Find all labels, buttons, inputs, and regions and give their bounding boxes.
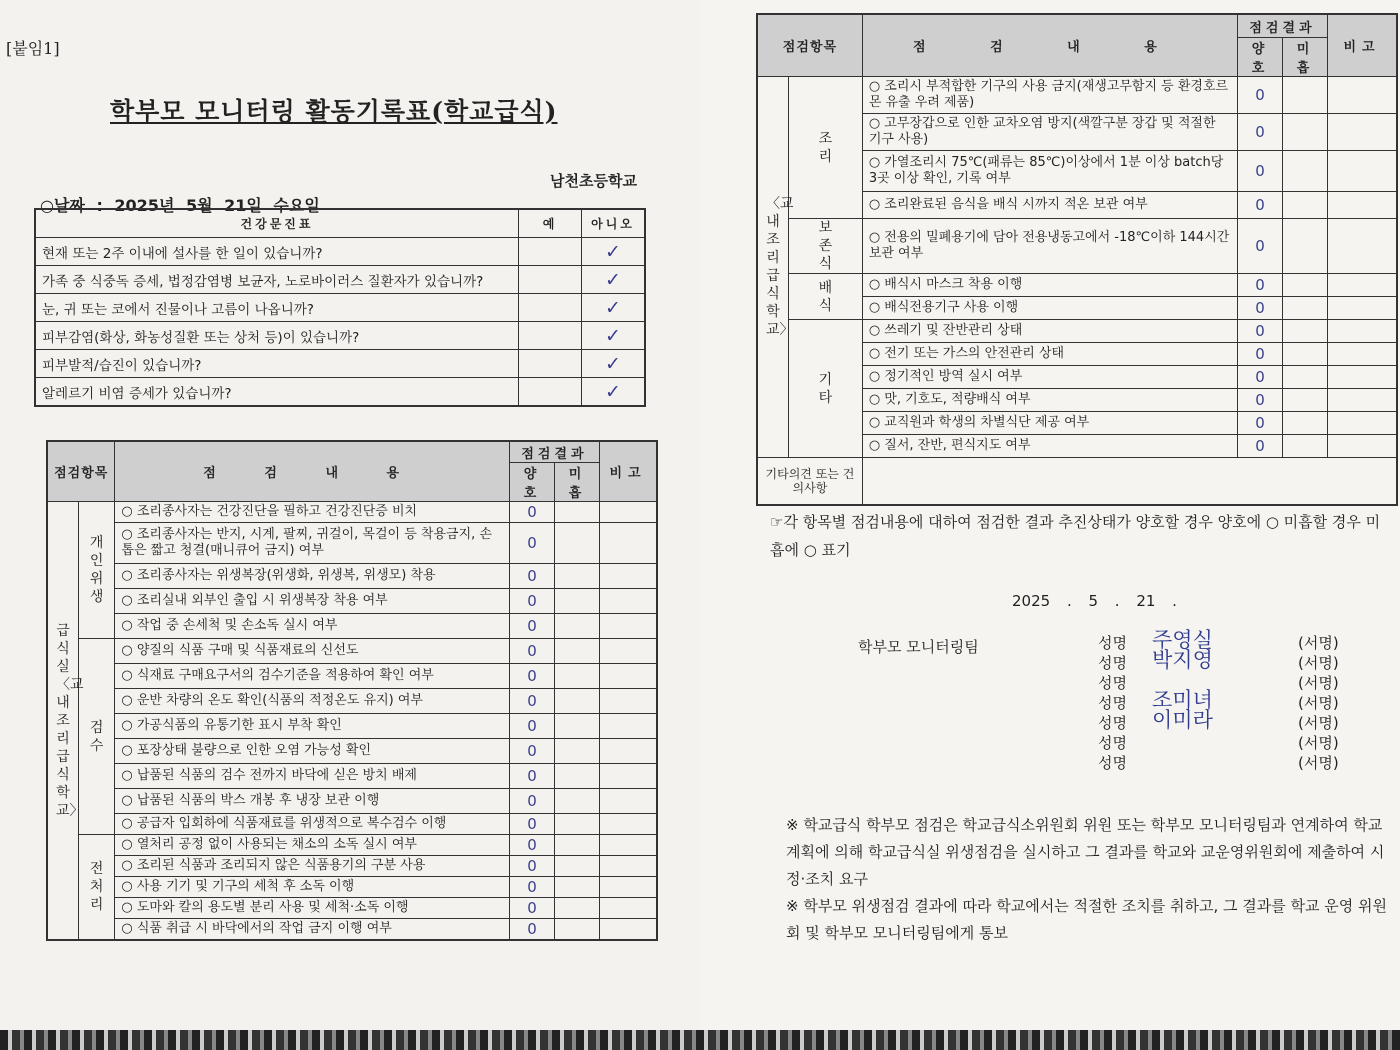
health-question: 알레르기 비염 증세가 있습니까? <box>35 378 519 407</box>
poor-cell <box>555 664 600 689</box>
table-row <box>35 294 645 322</box>
signature-label: 성명 <box>1098 734 1127 752</box>
good-header: 양호 <box>1238 38 1283 77</box>
note-cell <box>1328 389 1398 412</box>
inspection-item: ○ 운반 차량의 온도 확인(식품의 적정온도 유지) 여부 <box>115 689 510 714</box>
good-mark: 0 <box>1238 412 1283 435</box>
notes-section <box>786 812 1396 947</box>
signature-seal-label: (서명) <box>1298 694 1339 712</box>
table-row <box>47 714 657 739</box>
poor-cell <box>555 898 600 919</box>
good-mark: 0 <box>1238 389 1283 412</box>
health-question: 피부감염(화상, 화농성질환 또는 상처 등)이 있습니까? <box>35 322 519 350</box>
table-row <box>35 350 645 378</box>
good-mark: 0 <box>510 739 555 764</box>
opinion-label: 기타의견 또는 건의사항 <box>757 458 862 506</box>
inspection-item: ○ 공급자 입회하에 식품재료를 위생적으로 복수검수 이행 <box>115 814 510 835</box>
yes-cell <box>519 266 582 294</box>
poor-cell <box>1283 77 1328 114</box>
signature-seal-label: (서명) <box>1298 634 1339 652</box>
note-2: ※ 학부모 위생점검 결과에 따라 학교에서는 적절한 조치를 취하고, 그 결과를 학교 운영 위원회 및 학부모 모니터링팀에게 통보 <box>786 897 1387 942</box>
yes-cell <box>519 378 582 407</box>
good-mark: 0 <box>510 523 555 564</box>
table-row <box>47 564 657 589</box>
poor-cell <box>555 919 600 941</box>
good-mark: 0 <box>510 877 555 898</box>
table-row <box>757 320 1397 343</box>
signature-seal-label: (서명) <box>1298 714 1339 732</box>
inspection-item: ○ 배식시 마스크 착용 이행 <box>862 274 1237 297</box>
outer-category-label <box>47 502 84 941</box>
poor-cell <box>555 614 600 639</box>
opinion-field <box>862 458 1397 506</box>
good-mark: 0 <box>1238 343 1283 366</box>
good-mark: 0 <box>1238 274 1283 297</box>
note-cell <box>600 814 658 835</box>
poor-cell <box>1283 219 1328 274</box>
poor-cell <box>555 714 600 739</box>
health-question: 현재 또는 2주 이내에 설사를 한 일이 있습니까? <box>35 238 519 266</box>
group-label <box>789 219 863 274</box>
outer-category-text: 급식실 〈교내조리 급식학교〉 <box>56 622 84 819</box>
table-row <box>757 219 1397 274</box>
good-mark: 0 <box>510 664 555 689</box>
inspection-item: ○ 질서, 잔반, 편식지도 여부 <box>862 435 1237 458</box>
group-label <box>789 320 863 458</box>
inspection-item: ○ 조리된 식품과 조리되지 않은 식품용기의 구분 사용 <box>115 856 510 877</box>
poor-cell <box>1283 151 1328 192</box>
poor-cell <box>1283 297 1328 320</box>
signature-seal-label: (서명) <box>1298 674 1339 692</box>
no-check-mark: ✓ <box>582 378 646 407</box>
poor-cell <box>1283 320 1328 343</box>
health-question: 가족 중 식중독 증세, 법정감염병 보균자, 노로바이러스 질환자가 있습니까? <box>35 266 519 294</box>
note-cell <box>1328 114 1398 151</box>
table-row <box>47 789 657 814</box>
good-mark: 0 <box>510 919 555 941</box>
inspection-item: ○ 가공식품의 유통기한 표시 부착 확인 <box>115 714 510 739</box>
group-label-text: 기타 <box>818 371 833 406</box>
inspection-date: ○날짜 : 2025년 5월 21일 수요일 <box>40 196 320 215</box>
inspection-item: ○ 조리시 부적합한 기구의 사용 금지(재생고무함지 등 환경호르몬 유출 우려 제품) <box>862 77 1237 114</box>
inspection-item: ○ 도마와 칼의 용도별 분리 사용 및 세척·소독 이행 <box>115 898 510 919</box>
inspection-item: ○ 고무장갑으로 인한 교차오염 방지(색깔구분 장갑 및 적절한 기구 사용) <box>862 114 1237 151</box>
inspection-item: ○ 포장상태 불량으로 인한 오염 가능성 확인 <box>115 739 510 764</box>
table-row <box>47 877 657 898</box>
note-cell <box>1328 320 1398 343</box>
note-cell <box>600 502 658 523</box>
signature-label: 성명 <box>1098 654 1127 672</box>
poor-header: 미흡 <box>1283 38 1328 77</box>
good-mark: 0 <box>1238 320 1283 343</box>
note-cell <box>1328 274 1398 297</box>
table-row <box>47 739 657 764</box>
poor-cell <box>555 589 600 614</box>
inspection-item: ○ 열처리 공정 없이 사용되는 채소의 소독 실시 여부 <box>115 835 510 856</box>
inspection-item: ○ 작업 중 손세척 및 손소독 실시 여부 <box>115 614 510 639</box>
result-header: 점검결과 <box>510 441 600 463</box>
good-mark: 0 <box>510 614 555 639</box>
poor-cell <box>555 689 600 714</box>
document-title: 학부모 모니터링 활동기록표(학교급식) <box>110 97 558 126</box>
category-header: 점검항목 <box>757 14 862 77</box>
note-cell <box>600 877 658 898</box>
good-mark: 0 <box>510 898 555 919</box>
good-mark: 0 <box>510 564 555 589</box>
inspection-item: ○ 조리종사자는 건강진단을 필하고 건강진단증 비치 <box>115 502 510 523</box>
table-row <box>757 274 1397 297</box>
good-mark: 0 <box>510 856 555 877</box>
table-row <box>47 523 657 564</box>
group-label-text: 개인위생 <box>89 535 104 605</box>
poor-cell <box>555 764 600 789</box>
note-cell <box>1328 219 1398 274</box>
yes-cell <box>519 238 582 266</box>
signature-label: 성명 <box>1098 634 1127 652</box>
inspection-item: ○ 조리실내 외부인 출입 시 위생복장 착용 여부 <box>115 589 510 614</box>
signature-seal-label: (서명) <box>1298 654 1339 672</box>
inspection-item: ○ 맛, 기호도, 적량배식 여부 <box>862 389 1237 412</box>
group-label-text: 조리 <box>818 130 833 165</box>
poor-cell <box>555 564 600 589</box>
note-cell <box>600 835 658 856</box>
note-cell <box>600 564 658 589</box>
inspection-item: ○ 가열조리시 75℃(패류는 85℃)이상에서 1분 이상 batch당 3곳 이상 확인, 기록 여부 <box>862 151 1237 192</box>
signature-seal-label: (서명) <box>1298 754 1339 772</box>
good-mark: 0 <box>1238 77 1283 114</box>
good-mark: 0 <box>510 639 555 664</box>
poor-cell <box>555 877 600 898</box>
note-cell <box>600 714 658 739</box>
group-label <box>789 77 863 219</box>
inspection-item: ○ 배식전용기구 사용 이행 <box>862 297 1237 320</box>
outer-category-text: 〈교내조리 급식학교〉 <box>766 196 794 338</box>
group-label-text: 검수 <box>89 719 104 754</box>
table-row <box>47 614 657 639</box>
group-label <box>79 835 115 941</box>
col-yes: 예 <box>519 209 582 238</box>
note-cell <box>1328 412 1398 435</box>
inspection-item: ○ 식품 취급 시 바닥에서의 작업 금지 이행 여부 <box>115 919 510 941</box>
signature-seal-label: (서명) <box>1298 734 1339 752</box>
note-header: 비고 <box>600 441 658 502</box>
table-row <box>47 814 657 835</box>
good-mark: 0 <box>510 764 555 789</box>
note-cell <box>600 664 658 689</box>
poor-cell <box>555 814 600 835</box>
poor-cell <box>1283 412 1328 435</box>
health-question: 눈, 귀 또는 코에서 진물이나 고름이 나옵니까? <box>35 294 519 322</box>
poor-cell <box>555 739 600 764</box>
health-question: 피부발적/습진이 있습니까? <box>35 350 519 378</box>
category-header: 점검항목 <box>47 441 115 502</box>
good-header: 양호 <box>510 463 555 502</box>
marking-instructions: ☞각 항목별 점검내용에 대하여 점검한 결과 추진상태가 양호할 경우 양호에 ○ 미흡할 경우 미흡에 ○ 표기 <box>770 513 1381 559</box>
school-name: 남천초등학교 <box>550 172 637 190</box>
note-cell <box>600 739 658 764</box>
signature-name: 주영실 <box>1152 628 1213 652</box>
no-check-mark: ✓ <box>582 294 646 322</box>
inspection-item: ○ 조리종사자는 위생복장(위생화, 위생복, 위생모) 착용 <box>115 564 510 589</box>
result-header: 점검결과 <box>1238 14 1328 38</box>
left-inspection-table <box>46 440 658 941</box>
inspection-item: ○ 양질의 식품 구매 및 식품재료의 신선도 <box>115 639 510 664</box>
table-row <box>47 639 657 664</box>
poor-cell <box>555 789 600 814</box>
table-row <box>47 898 657 919</box>
note-1: ※ 학교급식 학부모 점검은 학교급식소위원회 위원 또는 학부모 모니터링팀과 연계하여 학교계획에 의해 학교급식실 위생점검을 실시하고 그 결과를 학교와 교운영위원회에 제출하여 시정·조치 요구 <box>786 816 1385 888</box>
signature-label: 성명 <box>1098 754 1127 772</box>
good-mark: 0 <box>510 714 555 739</box>
yes-cell <box>519 294 582 322</box>
poor-cell <box>1283 114 1328 151</box>
good-mark: 0 <box>510 689 555 714</box>
outer-category-label <box>757 77 794 458</box>
table-row <box>47 835 657 856</box>
good-mark: 0 <box>1238 297 1283 320</box>
note-cell <box>1328 366 1398 389</box>
inspection-item: ○ 식재료 구매요구서의 검수기준을 적용하여 확인 여부 <box>115 664 510 689</box>
note-cell <box>1328 77 1398 114</box>
group-label <box>79 639 115 835</box>
no-check-mark: ✓ <box>582 322 646 350</box>
table-row <box>47 856 657 877</box>
note-cell <box>600 789 658 814</box>
good-mark: 0 <box>510 789 555 814</box>
good-mark: 0 <box>1238 192 1283 219</box>
poor-cell <box>555 639 600 664</box>
health-header: 건강문진표 <box>35 209 519 238</box>
health-questionnaire-table <box>34 208 646 407</box>
attachment-label: [붙임1] <box>6 39 60 58</box>
poor-cell <box>1283 366 1328 389</box>
poor-cell <box>1283 192 1328 219</box>
inspection-item: ○ 쓰레기 및 잔반관리 상태 <box>862 320 1237 343</box>
group-label <box>79 502 115 639</box>
poor-cell <box>555 502 600 523</box>
inspection-item: ○ 조리종사자는 반지, 시계, 팔찌, 귀걸이, 목걸이 등 착용금지, 손톱은 짧고 청결(매니큐어 금지) 여부 <box>115 523 510 564</box>
table-row <box>35 378 645 407</box>
good-mark: 0 <box>1238 435 1283 458</box>
note-cell <box>600 898 658 919</box>
good-mark: 0 <box>1238 366 1283 389</box>
poor-cell <box>1283 343 1328 366</box>
table-row <box>47 589 657 614</box>
poor-cell <box>555 835 600 856</box>
group-label-text: 배식 <box>818 279 833 314</box>
note-cell <box>1328 435 1398 458</box>
signature-label: 성명 <box>1098 714 1127 732</box>
no-check-mark: ✓ <box>582 238 646 266</box>
inspection-item: ○ 납품된 식품의 검수 전까지 바닥에 싣은 방치 배제 <box>115 764 510 789</box>
good-mark: 0 <box>510 814 555 835</box>
inspection-item: ○ 교직원과 학생의 차별식단 제공 여부 <box>862 412 1237 435</box>
yes-cell <box>519 322 582 350</box>
inspection-item: ○ 납품된 식품의 박스 개봉 후 냉장 보관 이행 <box>115 789 510 814</box>
signature-name: 이미라 <box>1152 708 1213 732</box>
no-check-mark: ✓ <box>582 266 646 294</box>
poor-cell <box>555 523 600 564</box>
poor-cell <box>1283 435 1328 458</box>
background-fabric <box>0 1030 1400 1050</box>
note-cell <box>1328 297 1398 320</box>
group-label-text: 전처리 <box>89 861 104 913</box>
poor-cell <box>1283 274 1328 297</box>
signature-date: 2025 . 5 . 21 . <box>1012 592 1177 610</box>
table-row <box>47 689 657 714</box>
note-cell <box>600 919 658 941</box>
note-cell <box>600 523 658 564</box>
note-header: 비고 <box>1328 14 1398 77</box>
inspection-item: ○ 조리완료된 음식을 배식 시까지 적온 보관 여부 <box>862 192 1237 219</box>
poor-cell <box>1283 389 1328 412</box>
poor-header: 미흡 <box>555 463 600 502</box>
content-header: 점 검 내 용 <box>862 14 1237 77</box>
inspection-item: ○ 사용 기기 및 기구의 세척 후 소독 이행 <box>115 877 510 898</box>
table-row <box>47 502 657 523</box>
note-cell <box>600 614 658 639</box>
group-label <box>789 274 863 320</box>
note-cell <box>600 764 658 789</box>
good-mark: 0 <box>1238 114 1283 151</box>
content-header: 점 검 내 용 <box>115 441 510 502</box>
col-no: 아니오 <box>582 209 646 238</box>
inspection-item: ○ 정기적인 방역 실시 여부 <box>862 366 1237 389</box>
yes-cell <box>519 350 582 378</box>
inspection-item: ○ 전용의 밀폐용기에 담아 전용냉동고에서 -18℃이하 144시간 보관 여부 <box>862 219 1237 274</box>
table-row <box>35 266 645 294</box>
good-mark: 0 <box>1238 219 1283 274</box>
signature-name: 조미녀 <box>1152 688 1213 712</box>
note-cell <box>1328 151 1398 192</box>
monitoring-team-label: 학부모 모니터링팀 <box>858 638 979 656</box>
opinion-row <box>757 458 1397 506</box>
poor-cell <box>555 856 600 877</box>
inspection-item: ○ 전기 또는 가스의 안전관리 상태 <box>862 343 1237 366</box>
note-cell <box>600 689 658 714</box>
signature-label: 성명 <box>1098 674 1127 692</box>
group-label-text: 보존식 <box>818 220 833 272</box>
note-cell <box>1328 192 1398 219</box>
good-mark: 0 <box>510 589 555 614</box>
table-row <box>35 238 645 266</box>
good-mark: 0 <box>1238 151 1283 192</box>
note-cell <box>600 639 658 664</box>
table-row <box>47 919 657 941</box>
table-row <box>47 764 657 789</box>
table-row <box>47 664 657 689</box>
right-inspection-table <box>756 13 1398 506</box>
signature-name: 박지영 <box>1152 648 1213 672</box>
note-cell <box>600 856 658 877</box>
note-cell <box>600 589 658 614</box>
table-row <box>35 322 645 350</box>
table-row <box>757 77 1397 114</box>
note-cell <box>1328 343 1398 366</box>
no-check-mark: ✓ <box>582 350 646 378</box>
good-mark: 0 <box>510 835 555 856</box>
good-mark: 0 <box>510 502 555 523</box>
signature-label: 성명 <box>1098 694 1127 712</box>
